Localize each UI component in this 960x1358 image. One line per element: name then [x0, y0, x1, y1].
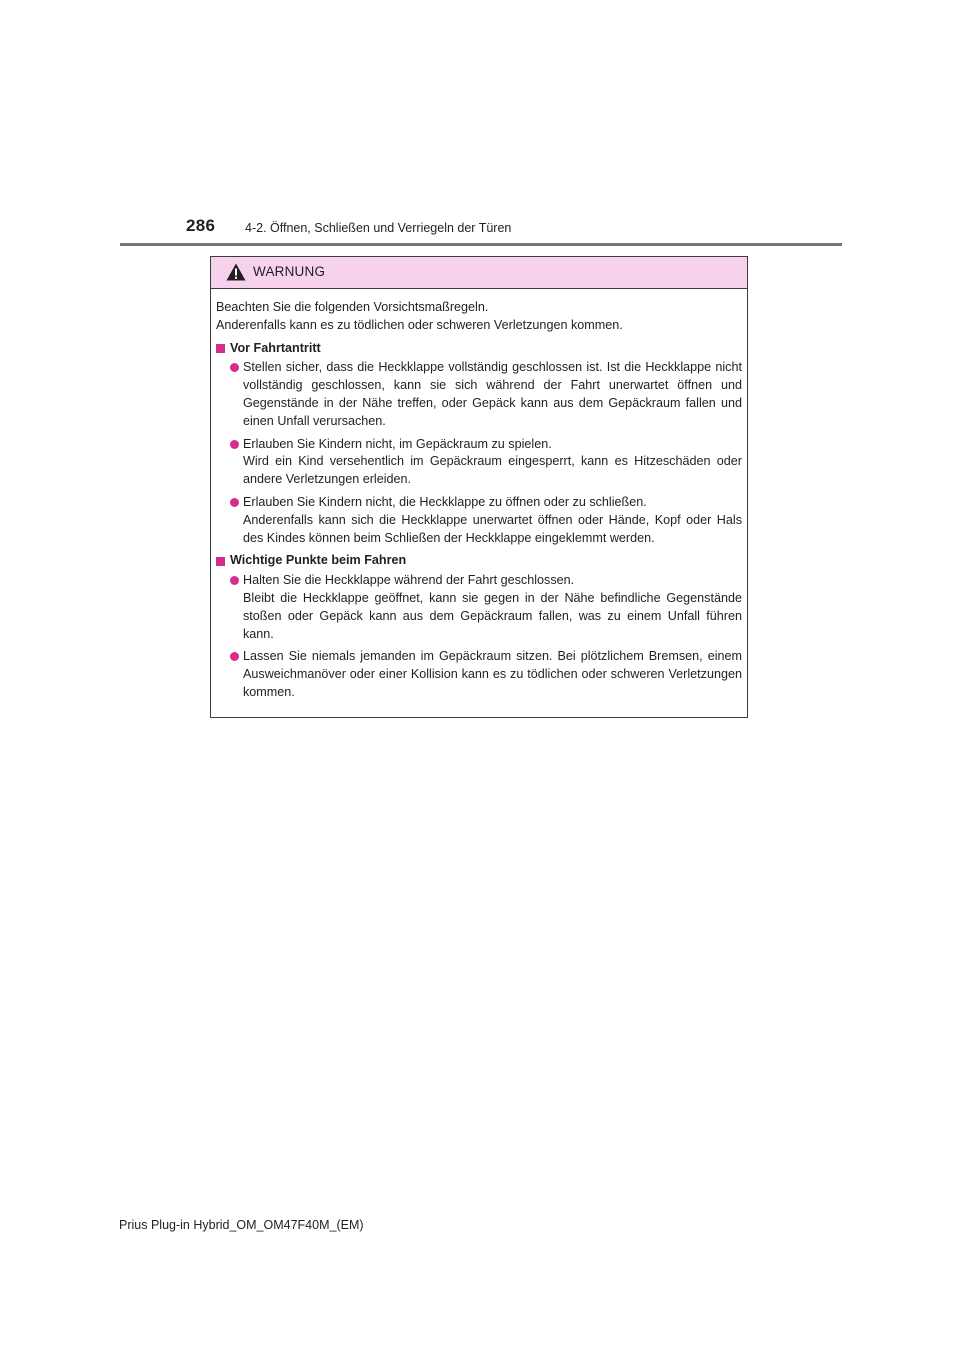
round-bullet-icon — [230, 498, 239, 507]
list-item — [216, 359, 742, 430]
bullet-list — [216, 572, 742, 702]
warning-title: WARNUNG — [253, 264, 326, 279]
header-rule — [120, 243, 842, 246]
warning-header — [211, 257, 747, 289]
footer-model: Prius Plug-in Hybrid_OM_OM47F40M_(EM) — [119, 1218, 364, 1232]
bullet-text: Lassen Sie niemals jemanden im Gepäckraum sitzen. Bei plötzlichem Bremsen, einem Ausweichmanöver oder einer Kollision kann es zu tödlichen oder schweren Verletzungen kommen. — [243, 649, 742, 699]
section-title: 4-2. Öffnen, Schließen und Verriegeln der Türen — [245, 221, 512, 235]
sub-heading — [216, 552, 742, 570]
bullet-text: Erlauben Sie Kindern nicht, im Gepäckraum zu spielen. — [243, 436, 552, 451]
round-bullet-icon — [230, 363, 239, 372]
round-bullet-icon — [230, 576, 239, 585]
bullet-list — [216, 359, 742, 547]
list-item — [216, 572, 742, 643]
intro-line: Anderenfalls kann es zu tödlichen oder schweren Verletzungen kommen. — [216, 317, 623, 332]
round-bullet-icon — [230, 652, 239, 661]
intro-line: Beachten Sie die folgenden Vorsichtsmaßregeln. — [216, 300, 489, 314]
warning-box — [210, 256, 748, 718]
bullet-text: Wird ein Kind versehentlich im Gepäckraum eingesperrt, kann es Hitzeschäden oder andere Verletzungen erleiden. — [243, 454, 742, 487]
bullet-text: Stellen sicher, dass die Heckklappe vollständig geschlossen ist. Ist die Heckklappe nicht vollständig geschlossen, kann sie sich während der Fahrt unerwartet öffnen und Gegenstände in der Nähe treffen, oder Gepäck kann aus dem Gepäckraum fallen und einen Unfall verursachen. — [243, 360, 742, 428]
round-bullet-icon — [230, 440, 239, 449]
list-item — [216, 648, 742, 701]
warning-intro — [216, 299, 742, 335]
square-bullet-icon — [216, 344, 225, 353]
sub-heading — [216, 340, 742, 358]
bullet-text: Anderenfalls kann sich die Heckklappe unerwartet öffnen oder Hände, Kopf oder Hals des Kindes können beim Schließen der Heckklappe eingeklemmt werden. — [243, 512, 742, 545]
bullet-text: Erlauben Sie Kindern nicht, die Heckklappe zu öffnen oder zu schließen. — [243, 494, 647, 509]
sub-heading-label: Wichtige Punkte beim Fahren — [230, 553, 407, 568]
subsection-before-driving — [216, 340, 742, 548]
bullet-text: Halten Sie die Heckklappe während der Fahrt geschlossen. — [243, 573, 575, 588]
subsection-important-points — [216, 552, 742, 701]
warning-triangle-icon — [226, 263, 246, 281]
sub-heading-label: Vor Fahrtantritt — [230, 340, 321, 355]
list-item — [216, 494, 742, 547]
square-bullet-icon — [216, 557, 225, 566]
list-item — [216, 436, 742, 489]
warning-body — [211, 289, 747, 702]
bullet-text: Bleibt die Heckklappe geöffnet, kann sie gegen in der Nähe befindliche Gegenstände stoßen oder Gepäck kann aus dem Gepäckraum fallen, was zu einem Unfall führen kann. — [243, 590, 742, 641]
page-number: 286 — [186, 216, 216, 235]
